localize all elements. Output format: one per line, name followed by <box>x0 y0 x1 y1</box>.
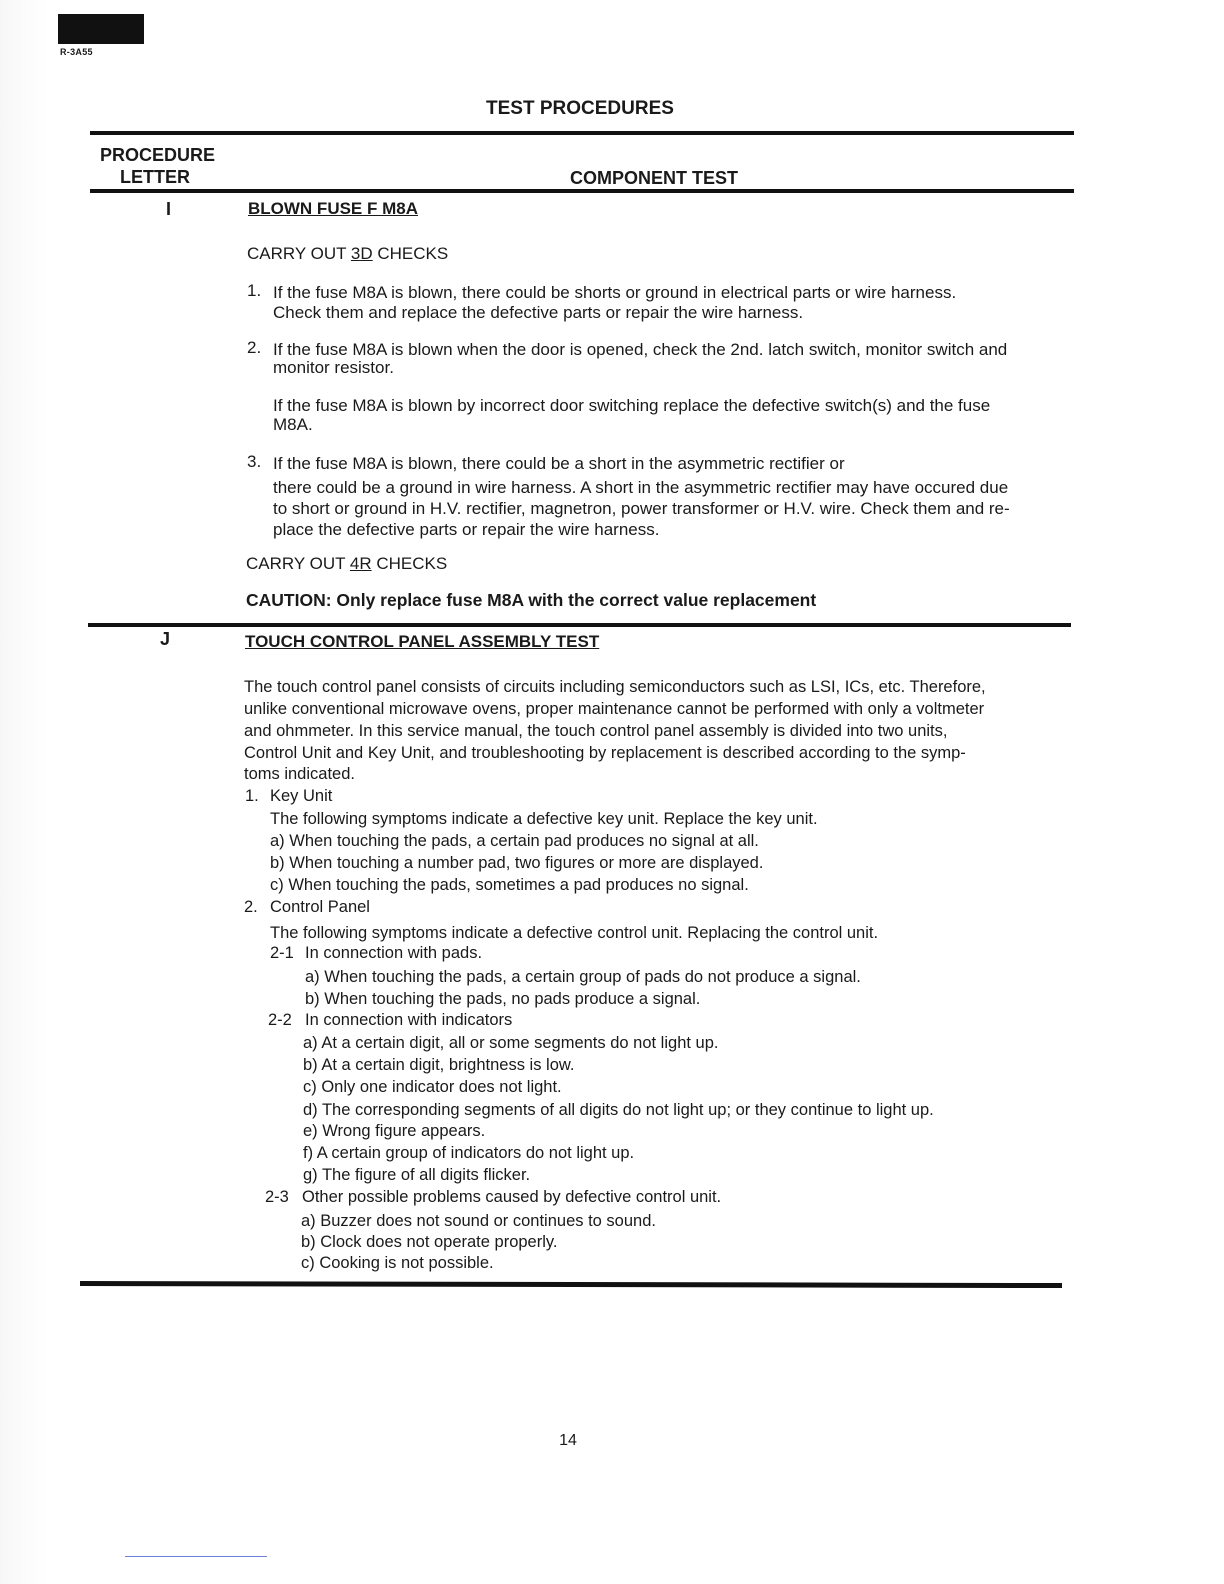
scan-margin <box>0 0 48 1584</box>
section-rule <box>88 623 1071 627</box>
item-3-line-2: there could be a ground in wire harness. A short in the asymmetric rectifier may have occured due <box>273 478 1009 497</box>
page-number: 14 <box>559 1432 577 1449</box>
key-unit-title: Key Unit <box>270 787 333 805</box>
subsection-2-2-c: c) Only one indicator does not light. <box>303 1078 562 1096</box>
key-unit-b: b) When touching a number pad, two figures or more are displayed. <box>270 854 764 872</box>
control-panel-title: Control Panel <box>270 898 370 916</box>
subsection-2-2-title: In connection with indicators <box>305 1011 513 1029</box>
subsection-2-2-g: g) The figure of all digits flicker. <box>303 1166 531 1184</box>
bottom-rule <box>80 1281 1062 1288</box>
section-title-touch-control: TOUCH CONTROL PANEL ASSEMBLY TEST <box>245 632 600 651</box>
item-3-number: 3. <box>247 452 262 471</box>
carry-out-4r: CARRY OUT 4R CHECKS <box>246 554 448 573</box>
subsection-2-1-number: 2-1 <box>270 944 294 962</box>
control-panel-desc: The following symptoms indicate a defective control unit. Replacing the control unit. <box>270 924 879 942</box>
subsection-2-3-b: b) Clock does not operate properly. <box>301 1233 558 1251</box>
subsection-2-1-a: a) When touching the pads, a certain group of pads do not produce a signal. <box>305 968 861 986</box>
item-3-line-3: to short or ground in H.V. rectifier, magnetron, power transformer or H.V. wire. Check them and re- <box>273 499 1010 518</box>
page-title: TEST PROCEDURES <box>486 98 674 119</box>
subsection-2-3-c: c) Cooking is not possible. <box>301 1254 494 1272</box>
procedure-letter-header: PROCEDURE LETTER <box>100 145 216 187</box>
key-unit-a: a) When touching the pads, a certain pad produces no signal at all. <box>270 832 759 850</box>
item-3-line-4: place the defective parts or repair the wire harness. <box>273 520 660 539</box>
section-title-blown-fuse: BLOWN FUSE F M8A <box>248 199 418 218</box>
subsection-2-1-b: b) When touching the pads, no pads produce a signal. <box>305 990 701 1008</box>
subsection-2-3-a: a) Buzzer does not sound or continues to sound. <box>301 1212 656 1230</box>
subsection-2-2-b: b) At a certain digit, brightness is low. <box>303 1056 575 1074</box>
item-1-line-1: If the fuse M8A is blown, there could be shorts or ground in electrical parts or wire harness. <box>273 283 957 302</box>
item-2-para-line-2: M8A. <box>273 415 313 434</box>
control-panel-number: 2. <box>244 898 258 916</box>
component-test-header: COMPONENT TEST <box>570 168 739 188</box>
subsection-2-2-number: 2-2 <box>268 1011 292 1029</box>
subsection-2-3-title: Other possible problems caused by defective control unit. <box>302 1188 722 1206</box>
header-black-block <box>58 14 144 44</box>
subsection-2-1-title: In connection with pads. <box>305 944 483 962</box>
carry-out-3d: CARRY OUT 3D CHECKS <box>247 244 449 263</box>
item-2-number: 2. <box>247 338 262 357</box>
subsection-2-2-d: d) The corresponding segments of all digits do not light up; or they continue to light up. <box>303 1101 934 1119</box>
procedure-letter-i: I <box>166 199 172 219</box>
item-1-line-2: Check them and replace the defective parts or repair the wire harness. <box>273 303 804 322</box>
key-unit-number: 1. <box>245 787 259 805</box>
key-unit-c: c) When touching the pads, sometimes a pad produces no signal. <box>270 876 749 894</box>
subsection-2-2-e: e) Wrong figure appears. <box>303 1122 486 1140</box>
item-1-number: 1. <box>247 281 262 300</box>
header-rule <box>90 189 1074 193</box>
key-unit-desc: The following symptoms indicate a defective key unit. Replace the key unit. <box>270 810 818 828</box>
procedure-letter-j: J <box>160 629 171 649</box>
item-2-line-1: If the fuse M8A is blown when the door is opened, check the 2nd. latch switch, monitor switch and <box>273 340 1008 359</box>
top-rule <box>90 131 1074 135</box>
intro-line-2: unlike conventional microwave ovens, proper maintenance cannot be performed with only a voltmeter <box>244 700 985 718</box>
intro-line-4: Control Unit and Key Unit, and troubleshooting by replacement is described according to the symp- <box>244 744 966 762</box>
subsection-2-3-number: 2-3 <box>265 1188 289 1206</box>
intro-line-3: and ohmmeter. In this service manual, the touch control panel assembly is divided into two units, <box>244 722 948 740</box>
model-code: R-3A55 <box>60 47 93 57</box>
subsection-2-2-a: a) At a certain digit, all or some segments do not light up. <box>303 1034 719 1052</box>
subsection-2-2-f: f) A certain group of indicators do not light up. <box>303 1144 635 1162</box>
intro-line-1: The touch control panel consists of circuits including semiconductors such as LSI, ICs, etc. Therefore, <box>244 678 986 696</box>
item-2-para-line-1: If the fuse M8A is blown by incorrect door switching replace the defective switch(s) and the fuse <box>273 396 991 415</box>
item-3-line-1: If the fuse M8A is blown, there could be a short in the asymmetric rectifier or <box>273 454 845 473</box>
caution-note: CAUTION: Only replace fuse M8A with the correct value replacement <box>246 590 817 610</box>
item-2-line-2: monitor resistor. <box>273 358 394 377</box>
intro-line-5: toms indicated. <box>244 765 355 783</box>
footer-link-line <box>125 1556 267 1557</box>
